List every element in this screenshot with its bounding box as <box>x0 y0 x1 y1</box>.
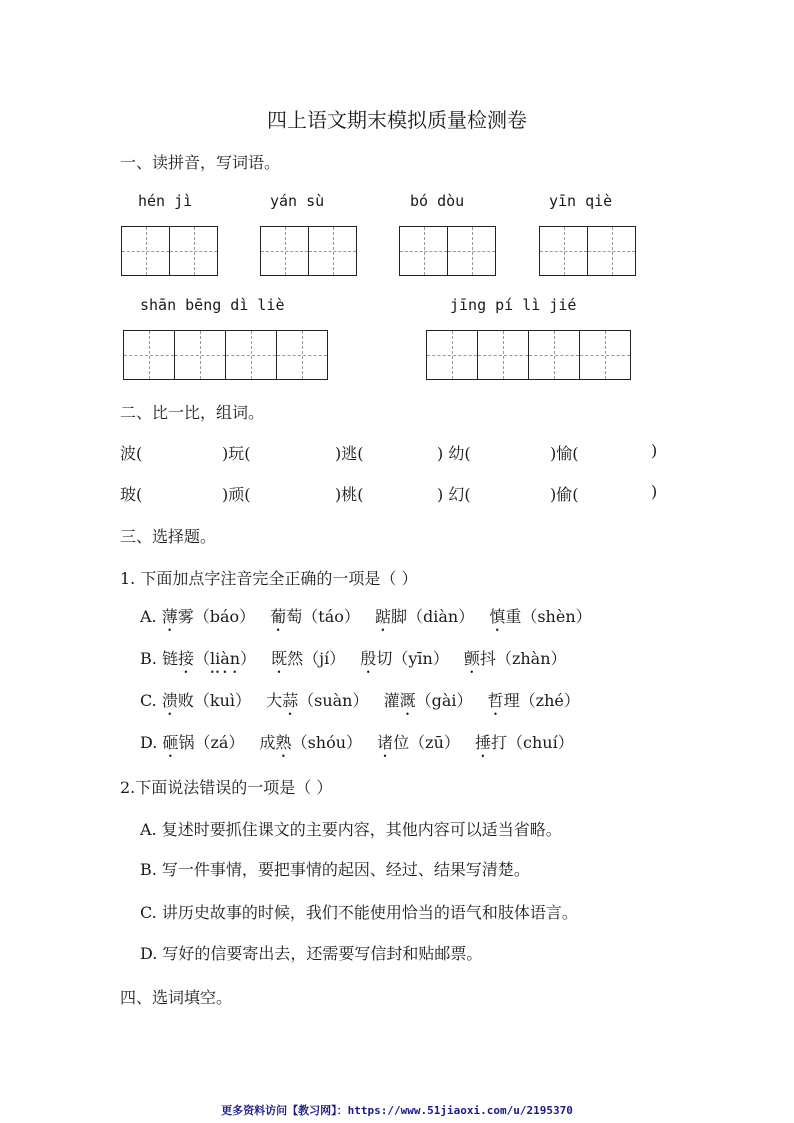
grid-cell[interactable] <box>175 331 226 379</box>
q2-option-d[interactable]: D. 写好的信要寄出去，还需要写信封和贴邮票。 <box>140 944 483 963</box>
option-letter: A. <box>140 607 157 626</box>
writing-grid-3[interactable] <box>399 226 496 276</box>
section-1-heading: 一、读拼音，写词语。 <box>120 153 281 172</box>
compare-2c: )桃( <box>335 485 364 504</box>
compare-2b: )顽( <box>222 485 251 504</box>
pinyin-3: bó dòu <box>410 192 465 210</box>
dotted-char: 砸 <box>162 733 179 752</box>
grid-cell[interactable] <box>124 331 175 379</box>
option-text: 位（zū） <box>393 733 460 752</box>
q2-option-b[interactable]: B. 写一件事情，要把事情的起因、经过、结果写清楚。 <box>140 860 530 879</box>
grid-cell[interactable] <box>261 227 309 275</box>
dotted-char: 慎 <box>489 607 506 626</box>
grid-cell[interactable] <box>400 227 448 275</box>
grid-cell[interactable] <box>588 227 636 275</box>
grid-cell[interactable] <box>448 227 496 275</box>
dotted-char: 熟 <box>275 733 292 752</box>
option-text: （gài） <box>415 691 473 710</box>
dotted-char: 哲 <box>487 691 504 710</box>
writing-grid-6[interactable] <box>426 330 631 380</box>
option-text: 锅（zá） <box>178 733 245 752</box>
option-text: 抖（zhàn） <box>479 649 567 668</box>
option-text: 打（chuí） <box>491 733 574 752</box>
section-3-heading: 三、选择题。 <box>120 527 217 546</box>
pinyin-5: shān bēng dì liè <box>140 296 285 314</box>
dotted-char: 薄 <box>161 607 178 626</box>
option-letter: D. <box>140 733 158 752</box>
writing-grid-1[interactable] <box>121 226 218 276</box>
grid-cell[interactable] <box>540 227 588 275</box>
option-text: 大 <box>266 691 283 710</box>
q1-option-a[interactable] <box>140 604 592 635</box>
option-text: 雾（báo） <box>177 607 256 626</box>
grid-cell[interactable] <box>580 331 631 379</box>
section-4-heading: 四、选词填空。 <box>120 988 233 1007</box>
compare-2a: 玻( <box>120 485 143 504</box>
dotted-char: 颤 <box>463 649 480 668</box>
dotted-char: 既 <box>271 649 288 668</box>
dotted-char: 葡 <box>270 607 287 626</box>
dotted-char: 踮 <box>374 607 391 626</box>
pinyin-2: yán sù <box>270 192 325 210</box>
compare-2d: ) 幻( <box>437 485 471 504</box>
option-text: 理（zhé） <box>503 691 580 710</box>
pinyin-1: hén jì <box>138 192 193 210</box>
option-letter: C. <box>140 691 157 710</box>
grid-cell[interactable] <box>170 227 218 275</box>
dotted-char: 捶 <box>474 733 491 752</box>
grid-cell[interactable] <box>309 227 357 275</box>
q1-option-b[interactable] <box>140 646 567 677</box>
dotted-char: 殷 <box>360 649 377 668</box>
option-text: （suàn） <box>298 691 369 710</box>
dotted-char: 诸 <box>377 733 394 752</box>
section-2-heading: 二、比一比，组词。 <box>120 403 265 422</box>
footer-link[interactable]: 更多资料访问【教习网】：https://www.51jiaoxi.com/u/2195370 <box>221 1104 573 1117</box>
option-text: 重（shèn） <box>505 607 592 626</box>
writing-grid-2[interactable] <box>260 226 357 276</box>
page-title: 四上语文期末模拟质量检测卷 <box>267 108 527 132</box>
grid-cell[interactable] <box>427 331 478 379</box>
compare-1d: ) 幼( <box>437 444 471 463</box>
writing-grid-5[interactable] <box>123 330 328 380</box>
option-text: 萄（táo） <box>286 607 360 626</box>
q1-option-d[interactable] <box>140 730 574 761</box>
dotted-char: 溃 <box>161 691 178 710</box>
q2-option-c[interactable]: C. 讲历史故事的时候，我们不能使用恰当的语气和肢体语言。 <box>140 903 578 922</box>
writing-grid-4[interactable] <box>539 226 636 276</box>
grid-cell[interactable] <box>529 331 580 379</box>
option-text: （shóu） <box>291 733 363 752</box>
option-text: 成 <box>259 733 276 752</box>
compare-1f: ) <box>651 441 658 460</box>
grid-cell[interactable] <box>478 331 529 379</box>
dotted-char: 溉 <box>399 691 416 710</box>
dotted-char: 接（liàn） <box>177 649 257 668</box>
grid-cell[interactable] <box>122 227 170 275</box>
option-text: 然（jí） <box>287 649 346 668</box>
pinyin-6: jīng pí lì jié <box>450 296 577 314</box>
q2-option-a[interactable]: A. 复述时要抓住课文的主要内容，其他内容可以适当省略。 <box>140 820 562 839</box>
question-2-stem: 2.下面说法错误的一项是（ ） <box>120 778 333 797</box>
compare-1b: )玩( <box>222 444 251 463</box>
compare-2e: )偷( <box>550 485 579 504</box>
q1-option-c[interactable] <box>140 688 580 719</box>
option-text: 败（kuì） <box>177 691 251 710</box>
grid-cell[interactable] <box>226 331 277 379</box>
grid-cell[interactable] <box>277 331 328 379</box>
pinyin-4: yīn qiè <box>549 192 613 210</box>
compare-1c: )逃( <box>335 444 364 463</box>
compare-1e: )愉( <box>550 444 579 463</box>
compare-1a: 波( <box>120 444 143 463</box>
question-1-stem: 1. 下面加点字注音完全正确的一项是（ ） <box>120 569 418 588</box>
option-letter: B. <box>140 649 157 668</box>
compare-2f: ) <box>651 482 658 501</box>
option-text: 链 <box>161 649 178 668</box>
option-text: 切（yīn） <box>376 649 449 668</box>
option-text: 脚（diàn） <box>391 607 475 626</box>
dotted-char: 蒜 <box>282 691 299 710</box>
option-text: 灌 <box>383 691 400 710</box>
